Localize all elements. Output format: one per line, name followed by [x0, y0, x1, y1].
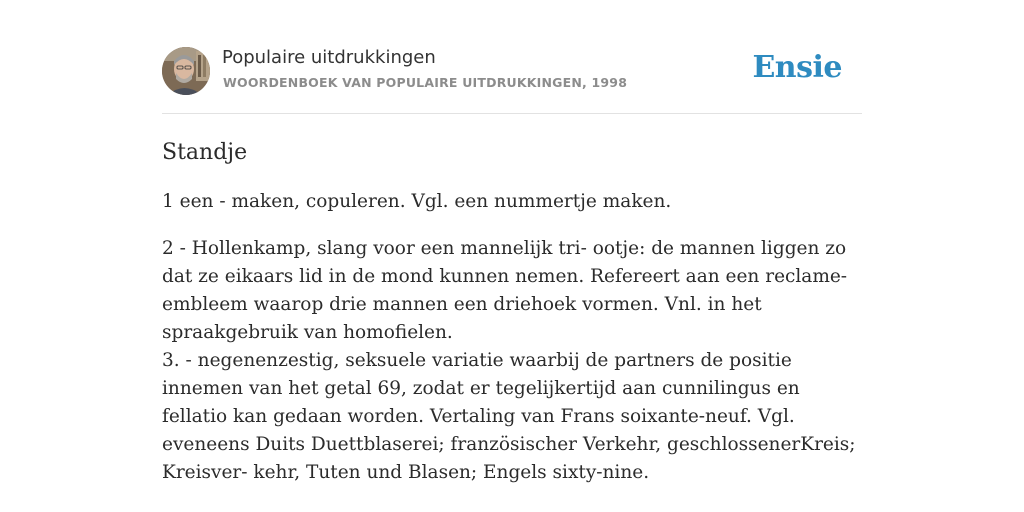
definition-paragraph-1: 1 een - maken, copuleren. Vgl. een nummertje maken.	[162, 191, 672, 212]
entry-card	[162, 0, 862, 487]
entry-term: Standje	[162, 140, 248, 165]
ensie-logo[interactable]: Ensie	[752, 50, 842, 85]
definition-paragraph-2-text: 2 - Hollenkamp, slang voor een mannelijk tri- ootje: de mannen liggen zo dat ze eikaars lid in de mond kunnen nemen. Refereert aan een reclame-embleem waarop drie mannen een driehoek vormen. Vnl. in het spraakgebruik van homofielen.	[162, 238, 848, 343]
definition-paragraph-2	[162, 235, 862, 487]
author-avatar-icon[interactable]	[162, 47, 210, 95]
entry-header	[162, 46, 862, 96]
header-divider	[162, 113, 862, 114]
entry-definition	[162, 188, 862, 487]
source-subtitle: WOORDENBOEK VAN POPULAIRE UITDRUKKINGEN, 1998	[223, 75, 628, 90]
definition-paragraph-3-text: 3. - negenenzestig, seksuele variatie waarbij de partners de positie innemen van het getal 69, zodat er tegelijkertijd aan cunnilingus en fellatio kan gedaan worden. Vertaling van Frans soixante-neuf. Vgl. eveneens Duits Duettblaserei; französischer Verkehr, geschlossenerKreis; Kreisver- kehr, Tuten und Blasen; Engels sixty-nine.	[162, 350, 856, 483]
source-title[interactable]: Populaire uitdrukkingen	[222, 47, 436, 68]
